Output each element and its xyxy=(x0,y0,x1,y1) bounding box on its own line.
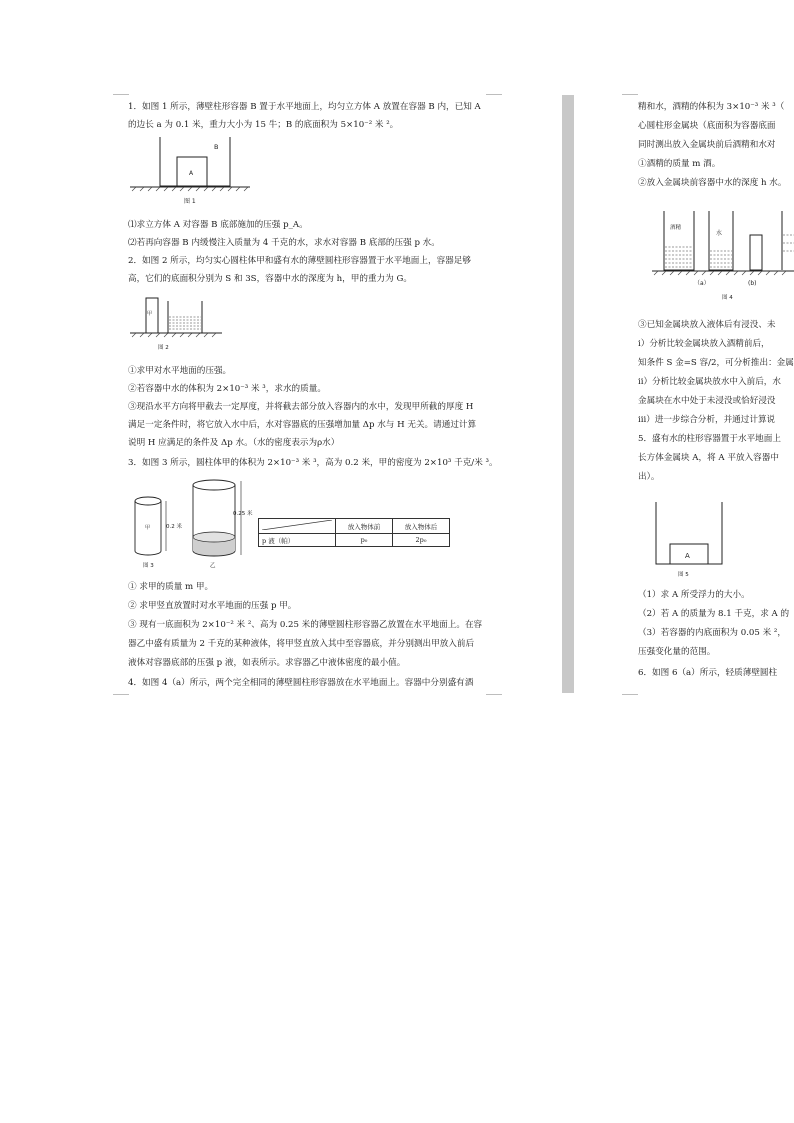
text-line: 的边长 a 为 0.1 米，重力大小为 15 牛；B 的底面积为 5×10⁻² 米 ²。 xyxy=(128,120,399,130)
fig1-label-b: B xyxy=(214,143,219,151)
text-line: ⑴求立方体 A 对容器 B 底部施加的压强 p_A。 xyxy=(128,220,308,230)
text-line: ②放入金属块前容器中水的深度 h 水。 xyxy=(638,178,787,188)
fig4-label-b: (b) xyxy=(748,280,757,287)
table-header: 放入物体后 xyxy=(393,519,450,534)
figure-2 xyxy=(126,293,226,357)
diagonal-line xyxy=(262,520,332,530)
text-line: ①酒精的质量 m 酒。 xyxy=(638,159,721,169)
text-line: 2．如图 2 所示，均匀实心圆柱体甲和盛有水的薄壁圆柱形容器置于水平地面上，容器足够 xyxy=(128,256,471,266)
fig3-caption: 图 3 xyxy=(143,563,154,569)
text-line: 长方体金属块 A，将 A 平放入容器中 xyxy=(638,453,779,463)
table-corner-cell xyxy=(259,519,336,534)
pressure-table xyxy=(258,518,450,547)
text-line: 出）。 xyxy=(638,472,660,482)
text-line: iii）进一步综合分析，并通过计算说 xyxy=(638,415,776,425)
text-line: 1．如图 1 所示，薄壁柱形容器 B 置于水平地面上，均匀立方体 A 放置在容器 B 内，已知 A xyxy=(128,102,481,112)
fig2-label-jia: 甲 xyxy=(147,311,153,317)
text-line: ③ 现有一底面积为 2×10⁻² 米 ²、高为 0.25 米的薄壁圆柱形容器乙放置在水平地面上。在容 xyxy=(128,620,483,630)
fig5-label-a: A xyxy=(685,552,690,560)
text-line: （3）若容器的内底面积为 0.05 米 ²， xyxy=(638,628,786,638)
text-line: 高，它们的底面积分别为 S 和 3S，容器中水的深度为 h，甲的重力为 G。 xyxy=(128,274,412,284)
text-line: ①求甲对水平地面的压强。 xyxy=(128,366,232,376)
crop-mark xyxy=(486,694,502,695)
text-line: 知条件 S 金=S 容/2，可分析推出：金属 xyxy=(638,358,794,368)
figure-4 xyxy=(650,205,794,303)
fig2-caption: 图 2 xyxy=(158,345,169,351)
text-line: 液体对容器底部的压强 p 液，如表所示。求容器乙中液体密度的最小值。 xyxy=(128,658,406,668)
table-row-label: p 液（帕） xyxy=(259,534,336,547)
text-line: ②若容器中水的体积为 2×10⁻³ 米 ³，求水的质量。 xyxy=(128,384,326,394)
text-line: 同时测出放入金属块前后酒精和水对 xyxy=(638,140,776,150)
table-header: 放入物体前 xyxy=(336,519,393,534)
text-line: 精和水，酒精的体积为 3×10⁻³ 米 ³（ xyxy=(638,102,785,112)
text-line: i）分析比较金属块放入酒精前后， xyxy=(638,339,770,349)
text-line: （1）求 A 所受浮力的大小。 xyxy=(638,590,750,600)
crop-mark xyxy=(113,694,129,695)
text-line: ③已知金属块放入液体后有浸没、未 xyxy=(638,320,776,330)
fig3-dim-jia: 0.2 米 xyxy=(166,524,182,530)
text-line: ③现沿水平方向将甲截去一定厚度，并将截去部分放入容器内的水中，发现甲所截的厚度 H xyxy=(128,402,474,412)
text-line: 说明 H 应满足的条件及 Δp 水。（水的密度表示为ρ水） xyxy=(128,438,340,448)
table-cell: p₀ xyxy=(336,534,393,547)
text-line: ⑵若再向容器 B 内缓慢注入质量为 4 千克的水，求水对容器 B 底部的压强 p 水。 xyxy=(128,238,440,248)
text-line: （2）若 A 的质量为 8.1 千克，求 A 的 xyxy=(638,609,790,619)
figure-1 xyxy=(126,135,256,207)
text-line: ② 求甲竖直放置时对水平地面的压强 p 甲。 xyxy=(128,601,297,611)
text-line: ii）分析比较金属块放水中入前后，水 xyxy=(638,377,781,387)
text-line: 4．如图 4（a）所示，两个完全相同的薄壁圆柱形容器放在水平地面上。容器中分别盛有酒 xyxy=(128,678,474,688)
fig1-label-a: A xyxy=(189,170,194,177)
fig4-label-shui: 水 xyxy=(716,230,723,237)
text-line: ① 求甲的质量 m 甲。 xyxy=(128,582,214,592)
fig4-caption: 图 4 xyxy=(722,295,733,301)
text-line: 器乙中盛有质量为 2 千克的某种液体，将甲竖直放入其中至容器底，并分别测出甲放入前后 xyxy=(128,639,475,649)
fig3-label-yi: 乙 xyxy=(210,563,216,569)
text-line: 6．如图 6（a）所示，轻质薄壁圆柱 xyxy=(638,668,778,678)
text-line: 满足一定条件时，将它放入水中后，水对容器底的压强增加量 Δp 水与 H 无关。请通过计算 xyxy=(128,420,477,430)
text-line: 压强变化量的范围。 xyxy=(638,647,716,657)
document-page-left xyxy=(112,95,560,693)
fig4-label-jiujing: 酒精 xyxy=(670,225,682,231)
figure-3 xyxy=(126,477,266,573)
table-cell: 2p₀ xyxy=(393,534,450,547)
page-gutter xyxy=(562,95,574,693)
document-page-right xyxy=(574,95,794,693)
fig5-caption: 图 5 xyxy=(678,572,689,578)
text-line: 5．盛有水的柱形容器置于水平地面上 xyxy=(638,434,781,444)
fig4-label-a: （a） xyxy=(694,280,710,287)
fig3-label-jia: 甲 xyxy=(145,525,151,531)
text-line: 心圆柱形金属块（底面积为容器底面 xyxy=(638,121,776,131)
crop-mark xyxy=(622,694,638,695)
text-line: 金属块在水中处于未浸没或恰好浸没 xyxy=(638,396,776,406)
fig1-caption: 图 1 xyxy=(184,198,196,205)
text-line: 3．如图 3 所示，圆柱体甲的体积为 2×10⁻³ 米 ³，高为 0.2 米，甲的密度为 2×10³ 千克/米 ³。 xyxy=(128,458,498,468)
figure-5 xyxy=(652,500,732,580)
fig3-dim-yi: 0.25 米 xyxy=(233,511,253,517)
